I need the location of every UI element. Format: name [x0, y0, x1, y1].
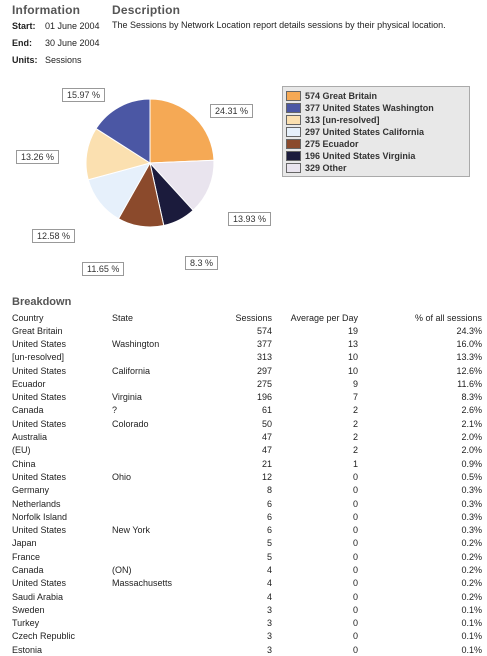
pie-percent-label: 13.26 % — [16, 150, 59, 164]
cell-state: Massachusetts — [112, 578, 173, 589]
cell-sessions: 377 — [256, 338, 272, 349]
legend-item — [286, 102, 466, 114]
table-row — [12, 444, 482, 457]
col-average-per-day: Average per Day — [290, 312, 358, 323]
table-row — [12, 603, 482, 616]
cell-average: 19 — [347, 325, 358, 336]
cell-average: 0 — [352, 591, 358, 602]
cell-average: 0 — [352, 485, 358, 496]
cell-state — [112, 377, 222, 390]
cell-country: Turkey — [12, 618, 40, 629]
cell-sessions: 3 — [266, 604, 272, 615]
cell-percent: 0.5% — [461, 471, 482, 482]
cell-percent: 0.3% — [461, 525, 482, 536]
legend-item — [286, 138, 466, 150]
legend-item — [286, 162, 466, 174]
cell-state — [112, 510, 222, 523]
cell-state: Virginia — [112, 392, 142, 403]
cell-average: 2 — [352, 405, 358, 416]
table-row — [12, 510, 482, 523]
legend-swatch — [286, 163, 301, 173]
cell-country: United States — [12, 471, 67, 482]
cell-sessions: 4 — [266, 591, 272, 602]
chart-legend — [282, 86, 470, 177]
cell-country: Sweden — [12, 604, 45, 615]
legend-label: 574 Great Britain — [305, 91, 378, 101]
cell-average: 0 — [352, 618, 358, 629]
cell-country: China — [12, 458, 36, 469]
cell-percent: 0.3% — [461, 511, 482, 522]
cell-state — [112, 444, 222, 457]
cell-average: 13 — [347, 338, 358, 349]
start-value: 01 June 2004 — [45, 21, 100, 31]
col-sessions: Sessions — [235, 312, 272, 323]
cell-country: Netherlands — [12, 498, 61, 509]
table-row — [12, 550, 482, 563]
cell-percent: 0.2% — [461, 551, 482, 562]
cell-sessions: 196 — [256, 392, 272, 403]
cell-sessions: 6 — [266, 498, 272, 509]
cell-sessions: 47 — [261, 445, 272, 456]
legend-item — [286, 114, 466, 126]
cell-sessions: 8 — [266, 485, 272, 496]
pie-percent-label: 15.97 % — [62, 88, 105, 102]
cell-state — [112, 617, 222, 630]
cell-state: ? — [112, 405, 118, 416]
pie-percent-label: 13.93 % — [228, 212, 271, 226]
cell-country: (EU) — [12, 445, 31, 456]
cell-average: 2 — [352, 432, 358, 443]
legend-swatch — [286, 91, 301, 101]
cell-sessions: 3 — [266, 618, 272, 629]
col-percent-of-sessions: % of all sessions — [414, 312, 482, 323]
cell-percent: 2.1% — [461, 418, 482, 429]
cell-sessions: 6 — [266, 525, 272, 536]
units-label: Units: — [12, 55, 38, 65]
cell-percent: 0.2% — [461, 538, 482, 549]
cell-country: Saudi Arabia — [12, 591, 64, 602]
description-title: Description — [112, 3, 181, 17]
table-row — [12, 364, 482, 377]
cell-average: 0 — [352, 471, 358, 482]
cell-country: Czech Republic — [12, 631, 76, 642]
cell-state: Colorado — [112, 418, 149, 429]
cell-country: [un-resolved] — [12, 352, 65, 363]
cell-percent: 0.2% — [461, 591, 482, 602]
cell-average: 0 — [352, 644, 358, 655]
cell-country: France — [12, 551, 41, 562]
cell-state — [112, 430, 222, 443]
cell-state — [112, 643, 222, 656]
pie-percent-label: 12.58 % — [32, 229, 75, 243]
table-row — [12, 377, 482, 390]
legend-label: 329 Other — [305, 163, 347, 173]
cell-percent: 0.1% — [461, 644, 482, 655]
cell-average: 0 — [352, 578, 358, 589]
breakdown-table-body — [12, 324, 482, 656]
table-row — [12, 617, 482, 630]
cell-sessions: 50 — [261, 418, 272, 429]
cell-state: New York — [112, 525, 151, 536]
cell-percent: 2.0% — [461, 432, 482, 443]
cell-state — [112, 484, 222, 497]
table-row — [12, 590, 482, 603]
cell-sessions: 313 — [256, 352, 272, 363]
table-row — [12, 643, 482, 656]
cell-country: United States — [12, 525, 67, 536]
cell-average: 0 — [352, 551, 358, 562]
cell-state — [112, 497, 222, 510]
cell-percent: 12.6% — [456, 365, 482, 376]
cell-percent: 2.0% — [461, 445, 482, 456]
table-row — [12, 470, 482, 483]
cell-percent: 0.3% — [461, 485, 482, 496]
cell-average: 0 — [352, 525, 358, 536]
cell-state: California — [112, 365, 151, 376]
pie-percent-label: 24.31 % — [210, 104, 253, 118]
legend-label: 275 Ecuador — [305, 139, 359, 149]
cell-percent: 0.3% — [461, 498, 482, 509]
end-label: End: — [12, 38, 32, 48]
end-value: 30 June 2004 — [45, 38, 100, 48]
table-row — [12, 351, 482, 364]
table-row — [12, 630, 482, 643]
legend-label: 196 United States Virginia — [305, 151, 416, 161]
cell-country: Estonia — [12, 644, 43, 655]
legend-item — [286, 90, 466, 102]
cell-average: 0 — [352, 538, 358, 549]
cell-percent: 0.1% — [461, 631, 482, 642]
cell-state — [112, 550, 222, 563]
cell-state — [112, 590, 222, 603]
cell-country: Great Britain — [12, 325, 63, 336]
pie-percent-label: 8.3 % — [185, 256, 218, 270]
cell-percent: 0.9% — [461, 458, 482, 469]
cell-sessions: 5 — [266, 551, 272, 562]
legend-label: 313 [un-resolved] — [305, 115, 380, 125]
cell-percent: 0.1% — [461, 604, 482, 615]
cell-country: United States — [12, 338, 67, 349]
cell-sessions: 47 — [261, 432, 272, 443]
cell-country: United States — [12, 365, 67, 376]
table-row — [12, 404, 482, 417]
cell-country: Australia — [12, 432, 48, 443]
table-row — [12, 337, 482, 350]
cell-percent: 0.2% — [461, 564, 482, 575]
cell-state: (ON) — [112, 564, 132, 575]
cell-sessions: 12 — [261, 471, 272, 482]
report-description: The Sessions by Network Location report details sessions by their physical location. — [112, 20, 446, 30]
cell-state — [112, 351, 222, 364]
cell-country: Ecuador — [12, 378, 46, 389]
legend-swatch — [286, 139, 301, 149]
table-row — [12, 417, 482, 430]
cell-state — [112, 603, 222, 616]
pie-slice — [150, 99, 214, 163]
cell-sessions: 4 — [266, 564, 272, 575]
table-row — [12, 537, 482, 550]
cell-sessions: 3 — [266, 644, 272, 655]
cell-average: 2 — [352, 445, 358, 456]
legend-item — [286, 150, 466, 162]
cell-state — [112, 630, 222, 643]
legend-swatch — [286, 103, 301, 113]
cell-sessions: 297 — [256, 365, 272, 376]
table-row — [12, 497, 482, 510]
cell-sessions: 275 — [256, 378, 272, 389]
cell-average: 9 — [352, 378, 358, 389]
table-row — [12, 563, 482, 576]
information-title: Information — [12, 3, 81, 17]
col-state: State — [112, 312, 134, 323]
table-row — [12, 457, 482, 470]
cell-average: 0 — [352, 511, 358, 522]
cell-average: 0 — [352, 604, 358, 615]
cell-country: United States — [12, 392, 67, 403]
cell-country: Germany — [12, 485, 50, 496]
cell-country: United States — [12, 578, 67, 589]
cell-average: 0 — [352, 498, 358, 509]
legend-label: 297 United States California — [305, 127, 425, 137]
cell-country: Norfolk Island — [12, 511, 68, 522]
cell-average: 1 — [352, 458, 358, 469]
cell-average: 2 — [352, 418, 358, 429]
cell-average: 10 — [347, 365, 358, 376]
cell-sessions: 574 — [256, 325, 272, 336]
pie-percent-label: 11.65 % — [82, 262, 124, 276]
table-row — [12, 484, 482, 497]
col-country: Country — [12, 312, 44, 323]
cell-sessions: 3 — [266, 631, 272, 642]
cell-average: 0 — [352, 564, 358, 575]
start-label: Start: — [12, 21, 36, 31]
table-header-row — [12, 311, 482, 324]
cell-country: Japan — [12, 538, 37, 549]
cell-percent: 24.3% — [456, 325, 482, 336]
cell-state — [112, 324, 222, 337]
units-value: Sessions — [45, 55, 82, 65]
cell-percent: 13.3% — [456, 352, 482, 363]
table-row — [12, 523, 482, 536]
cell-sessions: 21 — [261, 458, 272, 469]
cell-average: 0 — [352, 631, 358, 642]
cell-sessions: 6 — [266, 511, 272, 522]
legend-item — [286, 126, 466, 138]
cell-country: United States — [12, 418, 67, 429]
breakdown-title: Breakdown — [12, 296, 72, 308]
table-row — [12, 390, 482, 403]
cell-country: Canada — [12, 405, 44, 416]
legend-label: 377 United States Washington — [305, 103, 434, 113]
cell-state: Ohio — [112, 471, 132, 482]
cell-state: Washington — [112, 338, 160, 349]
table-row — [12, 324, 482, 337]
cell-average: 10 — [347, 352, 358, 363]
cell-state — [112, 537, 222, 550]
cell-sessions: 5 — [266, 538, 272, 549]
cell-sessions: 4 — [266, 578, 272, 589]
cell-sessions: 61 — [261, 405, 272, 416]
table-row — [12, 577, 482, 590]
cell-average: 7 — [352, 392, 358, 403]
breakdown-table — [12, 311, 482, 656]
cell-state — [112, 457, 222, 470]
legend-swatch — [286, 151, 301, 161]
cell-percent: 16.0% — [456, 338, 482, 349]
cell-country: Canada — [12, 564, 44, 575]
cell-percent: 2.6% — [461, 405, 482, 416]
cell-percent: 0.2% — [461, 578, 482, 589]
legend-swatch — [286, 127, 301, 137]
legend-swatch — [286, 115, 301, 125]
cell-percent: 11.6% — [457, 378, 482, 389]
table-row — [12, 430, 482, 443]
cell-percent: 8.3% — [461, 392, 482, 403]
cell-percent: 0.1% — [461, 618, 482, 629]
